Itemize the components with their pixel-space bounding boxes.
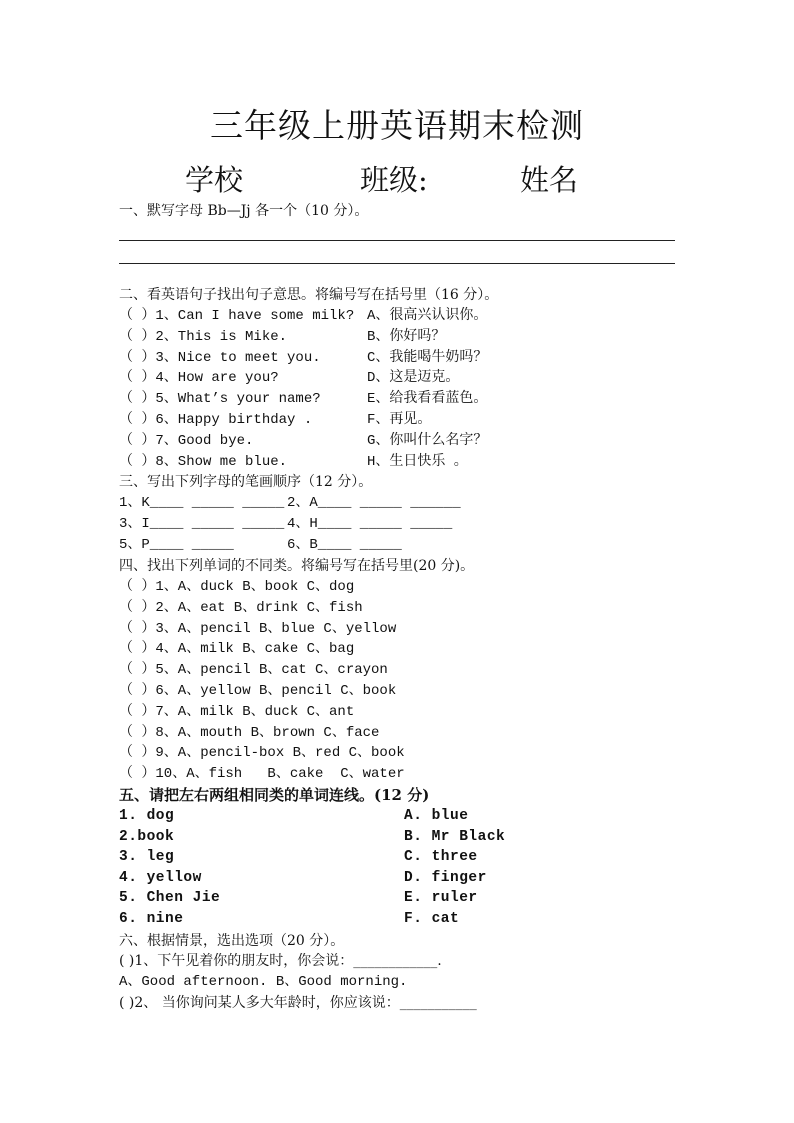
odd-one-out-item: （ ）10、A、fish B、cake C、water — [119, 766, 405, 783]
match-left-word: 1. dog — [119, 808, 175, 824]
meaning-option: A、很高兴认识你。 — [367, 308, 488, 324]
match-left-word: 3. leg — [119, 849, 175, 866]
class-label: 班级: — [360, 163, 428, 197]
odd-one-out-item: （ ）4、A、milk B、cake C、bag — [119, 641, 355, 658]
match-right-word: E. ruler — [404, 890, 478, 907]
odd-one-out-item: （ ）1、A、duck B、book C、dog — [119, 579, 355, 595]
sentence-item: （ ）5、What’s your name? — [119, 391, 321, 408]
sentence-item: （ ）3、Nice to meet you. — [119, 349, 321, 366]
odd-one-out-item: （ ）7、A、milk B、duck C、ant — [119, 703, 355, 720]
odd-one-out-item: （ ）8、A、mouth B、brown C、face — [119, 724, 380, 741]
match-right-word: A. blue — [404, 808, 469, 824]
situation-question-2: ( )2、 当你询问某人多大年龄时，你应该说：___________ — [119, 995, 477, 1011]
match-right-word: F. cat — [404, 911, 460, 927]
match-right-word: C. three — [404, 849, 478, 866]
match-right-word: D. finger — [404, 869, 487, 886]
section4-heading: 四、找出下列单词的不同类。将编号写在括号里(20 分)。 — [119, 558, 475, 574]
meaning-option: F、再见。 — [367, 412, 432, 428]
sentence-item: （ ）7、Good bye. — [119, 432, 254, 449]
odd-one-out-item: （ ）9、A、pencil-box B、red C、book — [119, 745, 405, 762]
match-left-word: 4. yellow — [119, 869, 202, 886]
section3-heading: 三、写出下列字母的笔画顺序（12 分）。 — [119, 474, 373, 490]
answer-line-1 — [119, 240, 675, 241]
match-left-word: 2.book — [119, 828, 175, 845]
meaning-option: D、这是迈克。 — [367, 370, 460, 387]
match-right-word: B. Mr Black — [404, 828, 506, 845]
odd-one-out-item: （ ）3、A、pencil B、blue C、yellow — [119, 620, 397, 637]
odd-one-out-item: （ ）2、A、eat B、drink C、fish — [119, 599, 363, 616]
sentence-item: （ ）2、This is Mike. — [119, 328, 288, 345]
odd-one-out-item: （ ）5、A、pencil B、cat C、crayon — [119, 662, 388, 679]
stroke-order-item: 5、P____ _____ — [119, 537, 234, 553]
school-label: 学校 — [185, 163, 244, 197]
meaning-option: H、生日快乐 。 — [367, 453, 468, 470]
situation-options-1: A、Good afternoon. B、Good morning. — [119, 974, 408, 990]
sentence-item: （ ）4、How are you? — [119, 370, 279, 387]
name-label: 姓名 — [520, 163, 579, 197]
sentence-item: （ ）8、Show me blue. — [119, 453, 288, 470]
meaning-option: C、我能喝牛奶吗？ — [367, 349, 488, 366]
section5-heading: 五、请把左右两组相同类的单词连线。(12 分) — [119, 786, 430, 804]
meaning-option: E、给我看看蓝色。 — [367, 391, 488, 408]
stroke-order-item: 3、I____ _____ _____ — [119, 516, 285, 532]
sentence-item: （ ）6、Happy birthday . — [119, 412, 313, 428]
stroke-order-item: 4、H____ _____ _____ — [287, 516, 453, 532]
meaning-option: B、你好吗？ — [367, 328, 446, 345]
match-left-word: 5. Chen Jie — [119, 890, 221, 907]
sentence-item: （ ）1、Can I have some milk? — [119, 308, 355, 324]
odd-one-out-item: （ ）6、A、yellow B、pencil C、book — [119, 683, 397, 699]
exam-title: 三年级上册英语期末检测 — [210, 106, 584, 145]
match-left-word: 6. nine — [119, 911, 184, 927]
section6-heading: 六、根据情景，选出选项（20 分）。 — [119, 933, 345, 949]
section2-heading: 二、看英语句子找出句子意思。将编号写在括号里（16 分）。 — [119, 287, 499, 303]
situation-question-1: ( )1、下午见着你的朋友时，你会说：____________. — [119, 953, 442, 969]
stroke-order-item: 6、B____ _____ — [287, 537, 402, 553]
stroke-order-item: 2、A____ _____ ______ — [287, 495, 461, 511]
stroke-order-item: 1、K____ _____ _____ — [119, 495, 285, 511]
meaning-option: G、你叫什么名字？ — [367, 432, 488, 449]
answer-line-2 — [119, 263, 675, 264]
section1-heading: 一、默写字母 Bb—Jj 各一个（10 分）。 — [119, 203, 369, 219]
